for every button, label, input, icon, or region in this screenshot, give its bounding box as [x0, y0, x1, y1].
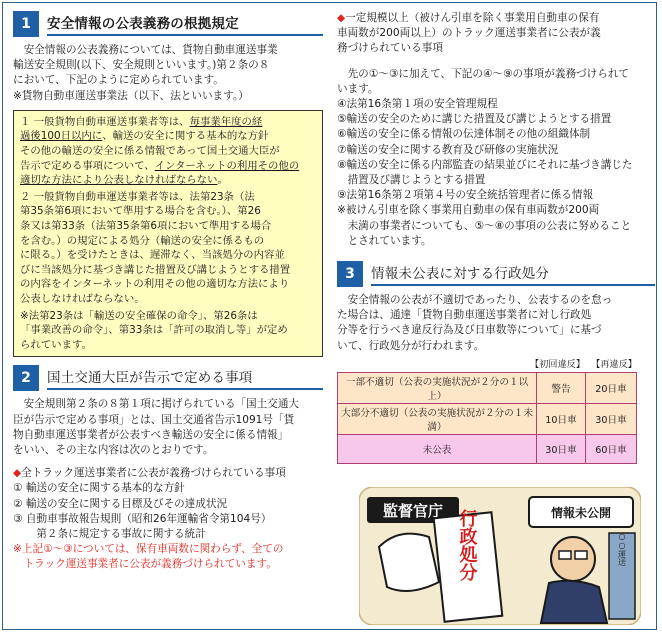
intro-line: 輸送安全規則(以下、安全規則といいます。)第２条の８ — [13, 59, 270, 72]
table-row — [338, 434, 637, 463]
table-column-headers — [337, 356, 637, 370]
list-item: ⑧輸送の安全に係る内部監査の結果並びにそれに基づき講じた — [337, 158, 633, 171]
page-frame — [2, 2, 657, 630]
column-header-repeat: 【再違反】 — [591, 358, 637, 370]
lead-line: 先の①～③に加えて、下記の④～⑨の事項が義務づけられて — [347, 67, 630, 80]
glasses-icon — [559, 551, 571, 559]
repeat-violation-cell: 20日車 — [586, 372, 637, 403]
intro-line: 物自動車運送事業者が公表すべき輸送の安全に係る情報」 — [13, 428, 289, 441]
red-note: トラック運送事業者に公表が義務づけられています。 — [23, 558, 277, 571]
large-operator-block — [337, 11, 655, 249]
list-heading-text: 全トラック運送事業者に公表が義務づけられている事項 — [21, 467, 286, 480]
repeat-violation-cell: 60日車 — [586, 434, 637, 463]
text-span: その他の輸送の安全に係る情報であって国土交通大臣が — [20, 145, 280, 157]
row-label: 一部不適切（公表の実施状況が２分の１以上） — [338, 372, 537, 403]
first-violation-cell: 30日車 — [537, 434, 586, 463]
list-item: ⑨法第16条第２項第４号の安全統括管理者に係る情報 — [337, 189, 594, 202]
cartoon-illustration — [359, 487, 641, 625]
block-heading: 車両数が200両以上）のトラック運送事業者に公表が義 — [337, 27, 601, 40]
section-number-badge: 3 — [337, 261, 363, 287]
text-span: 条又は第33条（法第35条第6項において準用する場合 — [20, 219, 272, 232]
section-3-intro — [337, 293, 655, 354]
repeat-violation-cell: 30日車 — [586, 403, 637, 434]
intro-line: 安全情報の公表義務については、貨物自動車運送事業 — [23, 44, 278, 56]
section-number-badge: 2 — [13, 365, 39, 391]
red-note: ※上記①～③については、保有車両数に関わらず、全ての — [13, 543, 284, 556]
row-label: 大部分不適切（公表の実施状況が２分の１未満） — [338, 403, 537, 434]
text-span: ※法第23条は「輸送の安全確保の命令」、第26条は — [20, 309, 258, 322]
box-note — [20, 309, 316, 353]
section-2-header — [13, 365, 323, 391]
list-item: 第２条に規定する事故に関する統計 — [36, 527, 206, 540]
left-column — [13, 11, 323, 573]
text-span: 。 — [217, 174, 228, 187]
lead-line: います。 — [337, 82, 379, 95]
first-violation-cell: 警告 — [537, 372, 586, 403]
list-item: ④法第16条第１項の安全管理規程 — [337, 98, 498, 111]
text-span: 「事業改善の命令」、第33条は「許可の取消し等」が定め — [20, 324, 288, 337]
list-item: ⑦輸送の安全に関する教育及び研修の実施状況 — [337, 143, 559, 156]
agency-sign-text: 監督官庁 — [382, 502, 444, 520]
text-span: られています。 — [20, 338, 92, 351]
note-line: 未満の事業者についても、⑤～⑧の事項の公表に努めること — [347, 219, 632, 232]
text-span: １ 一般貨物自動車運送事業者等は、 — [20, 115, 190, 128]
heading-text: 一定規模以上（被けん引車を除く事業用自動車の保有 — [345, 12, 600, 24]
underlined-text: 過後100日以内に — [20, 130, 103, 143]
section-3-header — [337, 261, 655, 287]
list-heading — [13, 466, 323, 481]
intro-line: 安全規則第２条の８第１項に掲げられている「国土交通大 — [23, 398, 300, 411]
board-text: 情報未公開 — [550, 506, 612, 520]
intro-line: において、下記のように定められています。 — [13, 74, 224, 87]
text-span: の内容をインターネットの利用その他の適切な方法により — [20, 278, 290, 291]
section-2-intro — [13, 397, 323, 458]
penalty-table — [337, 372, 637, 464]
intro-line: た場合は、通達「貨物自動車運送事業者に対し行政処 — [337, 309, 592, 322]
text-span: 第35条第6項において準用する場合を含む。）、第26 — [20, 205, 261, 218]
section-number-badge: 1 — [13, 11, 39, 37]
table-row — [338, 372, 637, 403]
text-span: 、輸送の安全に関する基本的な方針 — [102, 130, 269, 143]
text-span: 公表しなければならない。 — [20, 292, 145, 305]
underlined-text: 適切な方法により公表しなければならない — [20, 174, 218, 187]
intro-line: ※貨物自動車運送事業法（以下、法といいます。） — [13, 89, 249, 102]
glasses-icon — [575, 551, 587, 559]
note-line: ※被けん引車を除く事業用自動車の保有車両数が200両 — [337, 204, 600, 217]
box-paragraph-1 — [20, 115, 316, 188]
manager-body-icon — [541, 581, 607, 623]
underlined-text: 毎事業年度の経 — [189, 115, 263, 128]
text-span: に限る。）を受けたときは、遅滞なく、当該処分の内容並 — [20, 249, 285, 262]
intro-line: 臣が告示で定める事項」とは、国土交通省告示1091号「貨 — [13, 413, 295, 426]
regulation-box — [13, 110, 323, 358]
box-paragraph-2 — [20, 190, 316, 307]
section-title: 情報未公表に対する行政処分 — [371, 262, 655, 286]
first-violation-cell: 10日車 — [537, 403, 586, 434]
intro-line: いて、行政処分が行われます。 — [337, 339, 485, 352]
list-item: ⑤輸送の安全のために講じた措置及び講じようとする措置 — [337, 113, 612, 126]
cartoon-svg — [359, 487, 641, 625]
table-row — [338, 403, 637, 434]
scroll-text: 行政処分 — [456, 509, 478, 581]
list-item: ③ 自動車事故報告規則（昭和26年運輸省令第104号） — [13, 512, 272, 525]
underlined-text: インターネットの利用その他の — [154, 159, 300, 172]
diamond-bullet-icon: ◆ — [13, 467, 22, 480]
section-title: 国土交通大臣が告示で定める事項 — [47, 366, 323, 390]
block-heading: 務づけられている事項 — [337, 42, 443, 55]
text-span: ２ 一般貨物自動車運送事業者等は、法第23条（法 — [20, 190, 255, 203]
list-item: ⑥輸送の安全に係る情報の伝達体制その他の組織体制 — [337, 128, 591, 141]
right-column — [337, 11, 655, 464]
text-span: 告示で定める事項について、 — [20, 159, 155, 172]
list-item: ② 輸送の安全に関する目標及びその達成状況 — [13, 497, 228, 510]
section-1-header — [13, 11, 323, 37]
note-line: とされています。 — [347, 234, 432, 247]
intro-line: 安全情報の公表が不適切であったり、公表するのを怠っ — [347, 294, 613, 307]
intro-line: 分等を行うべき違反行為及び日車数等について」に基づ — [337, 324, 602, 337]
company-name-text: ○○運送 — [617, 532, 627, 566]
column-header-first: 【初回違反】 — [529, 358, 586, 370]
block-heading — [337, 11, 655, 26]
text-span: びに当該処分に基づき講じた措置及び講じようとする措置 — [20, 263, 291, 276]
list-item: 措置及び講じようとする措置 — [347, 174, 486, 187]
official-hand-icon — [379, 534, 439, 591]
text-span: を含む。）の規定による処分（輸送の安全に係るもの — [20, 234, 265, 247]
worried-manager-icon — [551, 537, 595, 581]
row-label: 未公表 — [338, 434, 537, 463]
section-title: 安全情報の公表義務の根拠規定 — [47, 12, 323, 36]
diamond-bullet-icon: ◆ — [337, 12, 346, 24]
section-1-intro — [13, 43, 323, 104]
list-item: ① 輸送の安全に関する基本的な方針 — [13, 482, 185, 495]
mandatory-list — [13, 466, 323, 572]
intro-line: をいい、その主な内容は次のとおりです。 — [13, 443, 214, 456]
